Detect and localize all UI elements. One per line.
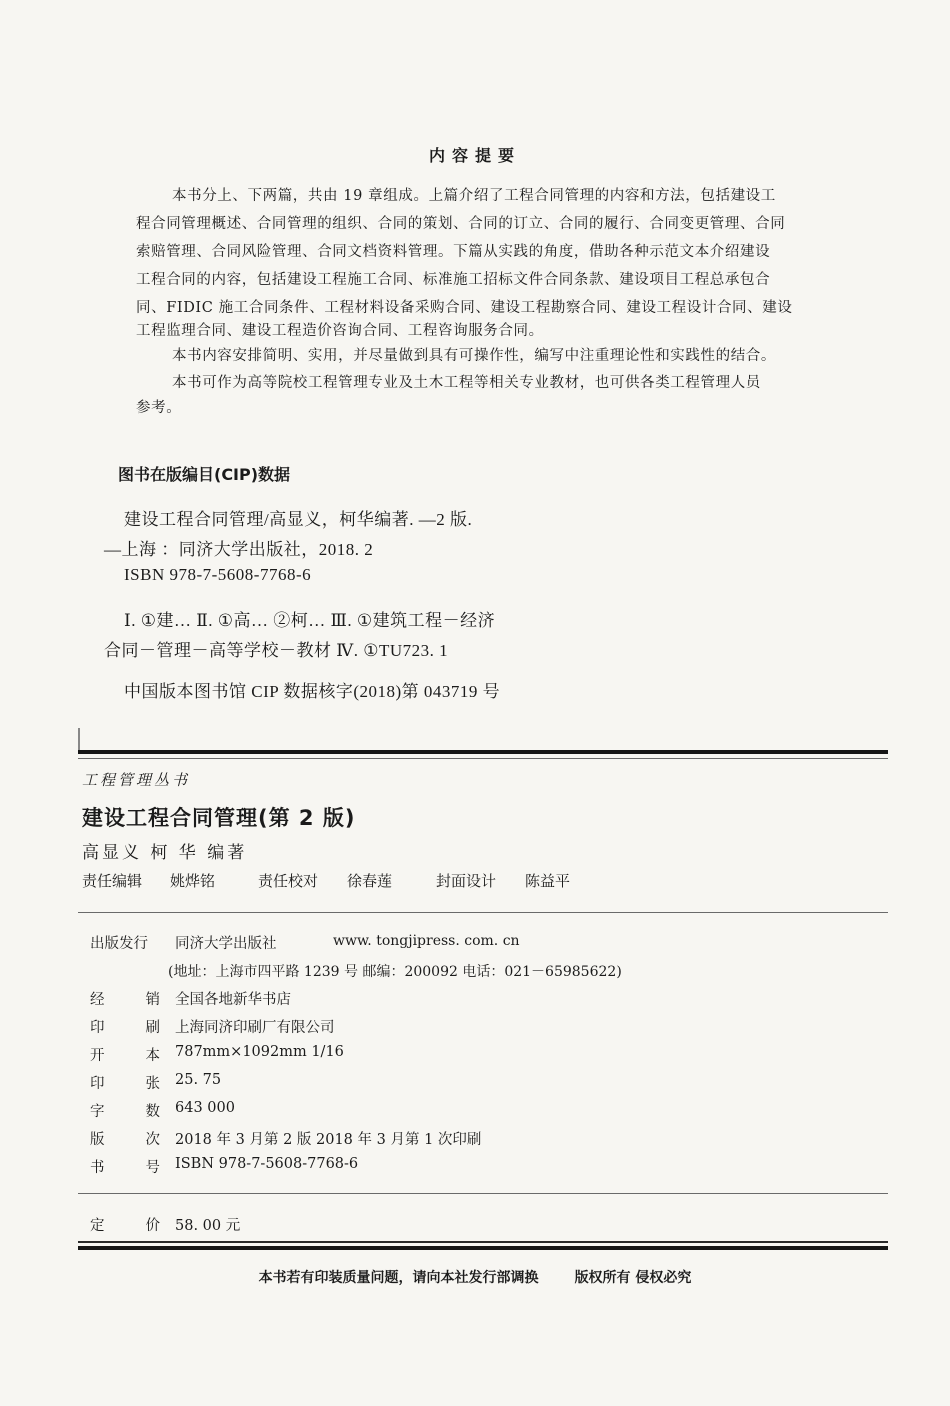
summary-line: 工程监理合同、建设工程造价咨询合同、工程咨询服务合同。 xyxy=(136,323,544,339)
staff-role: 责任校对 xyxy=(258,872,319,890)
summary-line: 程合同管理概述、合同管理的组织、合同的策划、合同的订立、合同的履行、合同变更管理、合同 xyxy=(136,216,786,232)
staff-name: 姚烨铭 xyxy=(170,872,216,890)
bottom-rule xyxy=(78,1241,888,1243)
summary-line: 本书可作为高等院校工程管理专业及土木工程等相关专业教材，也可供各类工程管理人员 xyxy=(172,375,761,391)
divider-rule xyxy=(78,912,888,913)
summary-line: 参考。 xyxy=(136,400,182,416)
detail-label: 印 刷 xyxy=(90,1020,160,1036)
series-name: 工程管理丛书 xyxy=(82,771,191,789)
summary-title: 内容提要 xyxy=(428,146,521,165)
cip-line: ISBN 978-7-5608-7768-6 xyxy=(124,565,312,584)
price-value: 58. 00 元 xyxy=(175,1218,241,1234)
detail-value: 全国各地新华书店 xyxy=(175,992,291,1008)
publisher-label: 出版发行 xyxy=(90,936,148,952)
staff-role: 封面设计 xyxy=(436,872,497,890)
detail-value: ISBN 978-7-5608-7768-6 xyxy=(175,1156,359,1172)
top-thick-rule xyxy=(78,750,888,754)
cip-line: —上海 ：同济大学出版社，2018. 2 xyxy=(104,540,374,559)
detail-label: 版 次 xyxy=(90,1132,160,1148)
detail-value: 25. 75 xyxy=(175,1072,222,1088)
publisher-name: 同济大学出版社 xyxy=(175,936,277,952)
quality-notice: 本书若有印装质量问题，请向本社发行部调换 xyxy=(258,1270,539,1286)
book-title: 建设工程合同管理(第 2 版) xyxy=(82,806,356,830)
detail-value: 上海同济印刷厂有限公司 xyxy=(175,1020,335,1036)
detail-label: 书 号 xyxy=(90,1160,160,1176)
detail-label: 印 张 xyxy=(90,1076,160,1092)
cip-line: Ⅰ. ①建… Ⅱ. ①高… ②柯… Ⅲ. ①建筑工程－经济 xyxy=(124,611,496,630)
detail-label: 开 本 xyxy=(90,1048,160,1064)
publisher-website: www. tongjipress. com. cn xyxy=(333,933,520,949)
cip-line: 建设工程合同管理/高显义，柯华编著. —2 版. xyxy=(124,510,473,529)
detail-value: 2018 年 3 月第 2 版 2018 年 3 月第 1 次印刷 xyxy=(175,1132,482,1148)
cip-line: 中国版本图书馆 CIP 数据核字(2018)第 043719 号 xyxy=(124,682,501,701)
rights-notice: 版权所有 侵权必究 xyxy=(574,1270,692,1286)
authors: 高显义 柯 华 编著 xyxy=(82,843,248,863)
scan-mark xyxy=(78,728,80,750)
publisher-address: (地址：上海市四平路 1239 号 邮编：200092 电话：021－65985622) xyxy=(168,964,622,980)
detail-label: 字 数 xyxy=(90,1104,160,1120)
summary-line: 本书内容安排简明、实用，并尽量做到具有可操作性，编写中注重理论性和实践性的结合。 xyxy=(172,348,776,364)
footer-note xyxy=(0,1267,950,1287)
detail-value: 787mm×1092mm 1/16 xyxy=(175,1044,344,1060)
bottom-thick-rule xyxy=(78,1246,888,1250)
staff-name: 徐春莲 xyxy=(347,872,393,890)
summary-line: 本书分上、下两篇，共由 19 章组成。上篇介绍了工程合同管理的内容和方法，包括建设工 xyxy=(172,188,776,204)
staff-name: 陈益平 xyxy=(525,872,571,890)
summary-line: 索赔管理、合同风险管理、合同文档资料管理。下篇从实践的角度，借助各种示范文本介绍建设 xyxy=(136,244,771,260)
summary-line: 同、FIDIC 施工合同条件、工程材料设备采购合同、建设工程勘察合同、建设工程设计合同、建设 xyxy=(136,300,793,316)
detail-label: 经 销 xyxy=(90,992,160,1008)
summary-line: 工程合同的内容，包括建设工程施工合同、标准施工招标文件合同条款、建设项目工程总承包合 xyxy=(136,272,771,288)
divider-rule xyxy=(78,1193,888,1194)
top-thin-rule xyxy=(78,758,888,759)
detail-value: 643 000 xyxy=(175,1100,235,1116)
staff-role: 责任编辑 xyxy=(82,872,143,890)
cip-heading: 图书在版编目(CIP)数据 xyxy=(118,465,291,484)
price-label: 定 价 xyxy=(90,1218,160,1234)
cip-line: 合同－管理－高等学校－教材 Ⅳ. ①TU723. 1 xyxy=(104,641,449,660)
